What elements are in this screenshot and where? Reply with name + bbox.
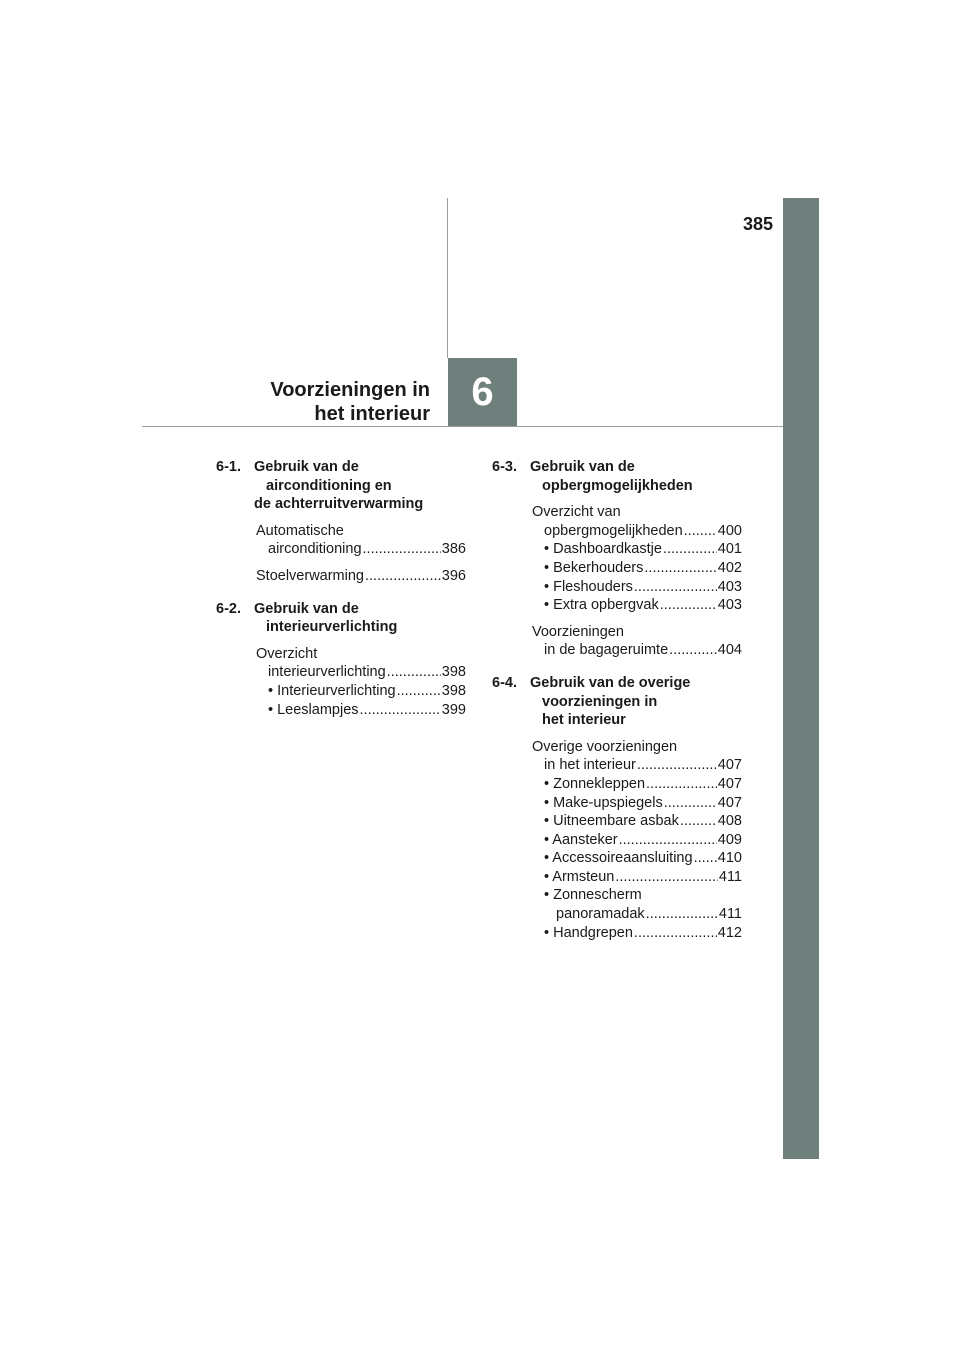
- toc-entry[interactable]: Overige voorzieningen in het interieur ..... 407 • Zonnekleppen ..... 407 • Make-upspiegels ..... 407 • Uitneembare asbak ..... 408 • Aansteker ..... 409 • Accessoireaansluiting ..... 410 • Armsteun ..... 411 • Zonnescherm panoramadak ..... 411 • Handgrepen ..... 412: [532, 738, 742, 943]
- toc-sub-entry[interactable]: • Leeslampjes ..... 399: [256, 701, 466, 720]
- header-divider-vertical: [447, 198, 448, 358]
- toc-page-ref: 404: [717, 642, 742, 659]
- toc-sub-entry[interactable]: • Uitneembare asbak ..... 408: [532, 812, 742, 831]
- toc-sub-entry[interactable]: • Aansteker ..... 409: [532, 831, 742, 850]
- toc-entry[interactable]: Automatische airconditioning ..... 386: [256, 522, 466, 559]
- toc-group: [492, 674, 742, 942]
- toc-entry[interactable]: Overzicht interieurverlichting ..... 398 • Interieurverlichting ..... 398 • Leeslampjes ..... 399: [256, 645, 466, 719]
- toc-group-title[interactable]: Gebruik van de opbergmogelijkheden: [530, 459, 693, 494]
- toc-group-title[interactable]: Gebruik van de airconditioning en de achterruitverwarming: [254, 459, 424, 513]
- toc-entry[interactable]: Voorzieningen in de bagageruimte ..... 404: [532, 623, 742, 660]
- header-divider-horizontal: [142, 426, 783, 427]
- toc-sub-entry[interactable]: • Zonnescherm: [544, 887, 642, 904]
- toc-page-ref: 398: [441, 664, 466, 681]
- toc-column-left: [216, 458, 466, 733]
- chapter-title-line-2: het interieur: [314, 403, 430, 425]
- chapter-side-tab: [783, 198, 819, 1159]
- toc-page-ref: 407: [717, 757, 742, 774]
- toc-sub-entry[interactable]: • Handgrepen ..... 412: [532, 924, 742, 943]
- toc-entry[interactable]: Overzicht van opbergmogelijkheden ..... 400 • Dashboardkastje ..... 401 • Bekerhouders ..... 402 • Fleshouders ..... 403 • Extra opbergvak ..... 403: [532, 503, 742, 615]
- toc-sub-entry[interactable]: • Dashboardkastje ..... 401: [532, 540, 742, 559]
- toc-sub-entry[interactable]: • Fleshouders ..... 403: [532, 578, 742, 597]
- toc-sub-entry[interactable]: • Make-upspiegels ..... 407: [532, 794, 742, 813]
- toc-sub-entry[interactable]: • Extra opbergvak ..... 403: [532, 596, 742, 615]
- toc-sub-entry[interactable]: • Zonnekleppen ..... 407: [532, 775, 742, 794]
- toc-page-ref: 396: [441, 567, 466, 584]
- toc-group-title[interactable]: Gebruik van de interieurverlichting: [254, 600, 398, 636]
- toc-group-number: 6-4.: [492, 674, 517, 691]
- chapter-title: [270, 378, 430, 426]
- toc-group-number: 6-2.: [216, 600, 241, 617]
- chapter-number-box: [448, 358, 517, 426]
- toc-group-number: 6-3.: [492, 459, 517, 475]
- chapter-number: 6: [471, 370, 494, 414]
- toc-group-number: 6-1.: [216, 459, 241, 475]
- toc-sub-entry[interactable]: • Accessoireaansluiting ..... 410: [532, 849, 742, 868]
- toc-group: [216, 458, 466, 586]
- toc-sub-entry[interactable]: • Armsteun ..... 411: [532, 868, 742, 887]
- page-number: 385: [742, 214, 773, 234]
- toc-sub-entry[interactable]: • Bekerhouders ..... 402: [532, 559, 742, 578]
- toc-group: [492, 458, 742, 660]
- toc-group: [216, 600, 466, 720]
- chapter-title-line-1: Voorzieningen in: [270, 379, 430, 401]
- toc-sub-entry[interactable]: • Interieurverlichting ..... 398: [256, 682, 466, 701]
- toc-page-ref: 386: [441, 541, 466, 558]
- toc-column-right: [492, 458, 742, 956]
- toc-page-ref: 400: [717, 522, 742, 539]
- toc-entry[interactable]: Stoelverwarming ..... 396: [256, 567, 466, 586]
- toc-group-title[interactable]: Gebruik van de overige voorzieningen in het interieur: [530, 674, 691, 729]
